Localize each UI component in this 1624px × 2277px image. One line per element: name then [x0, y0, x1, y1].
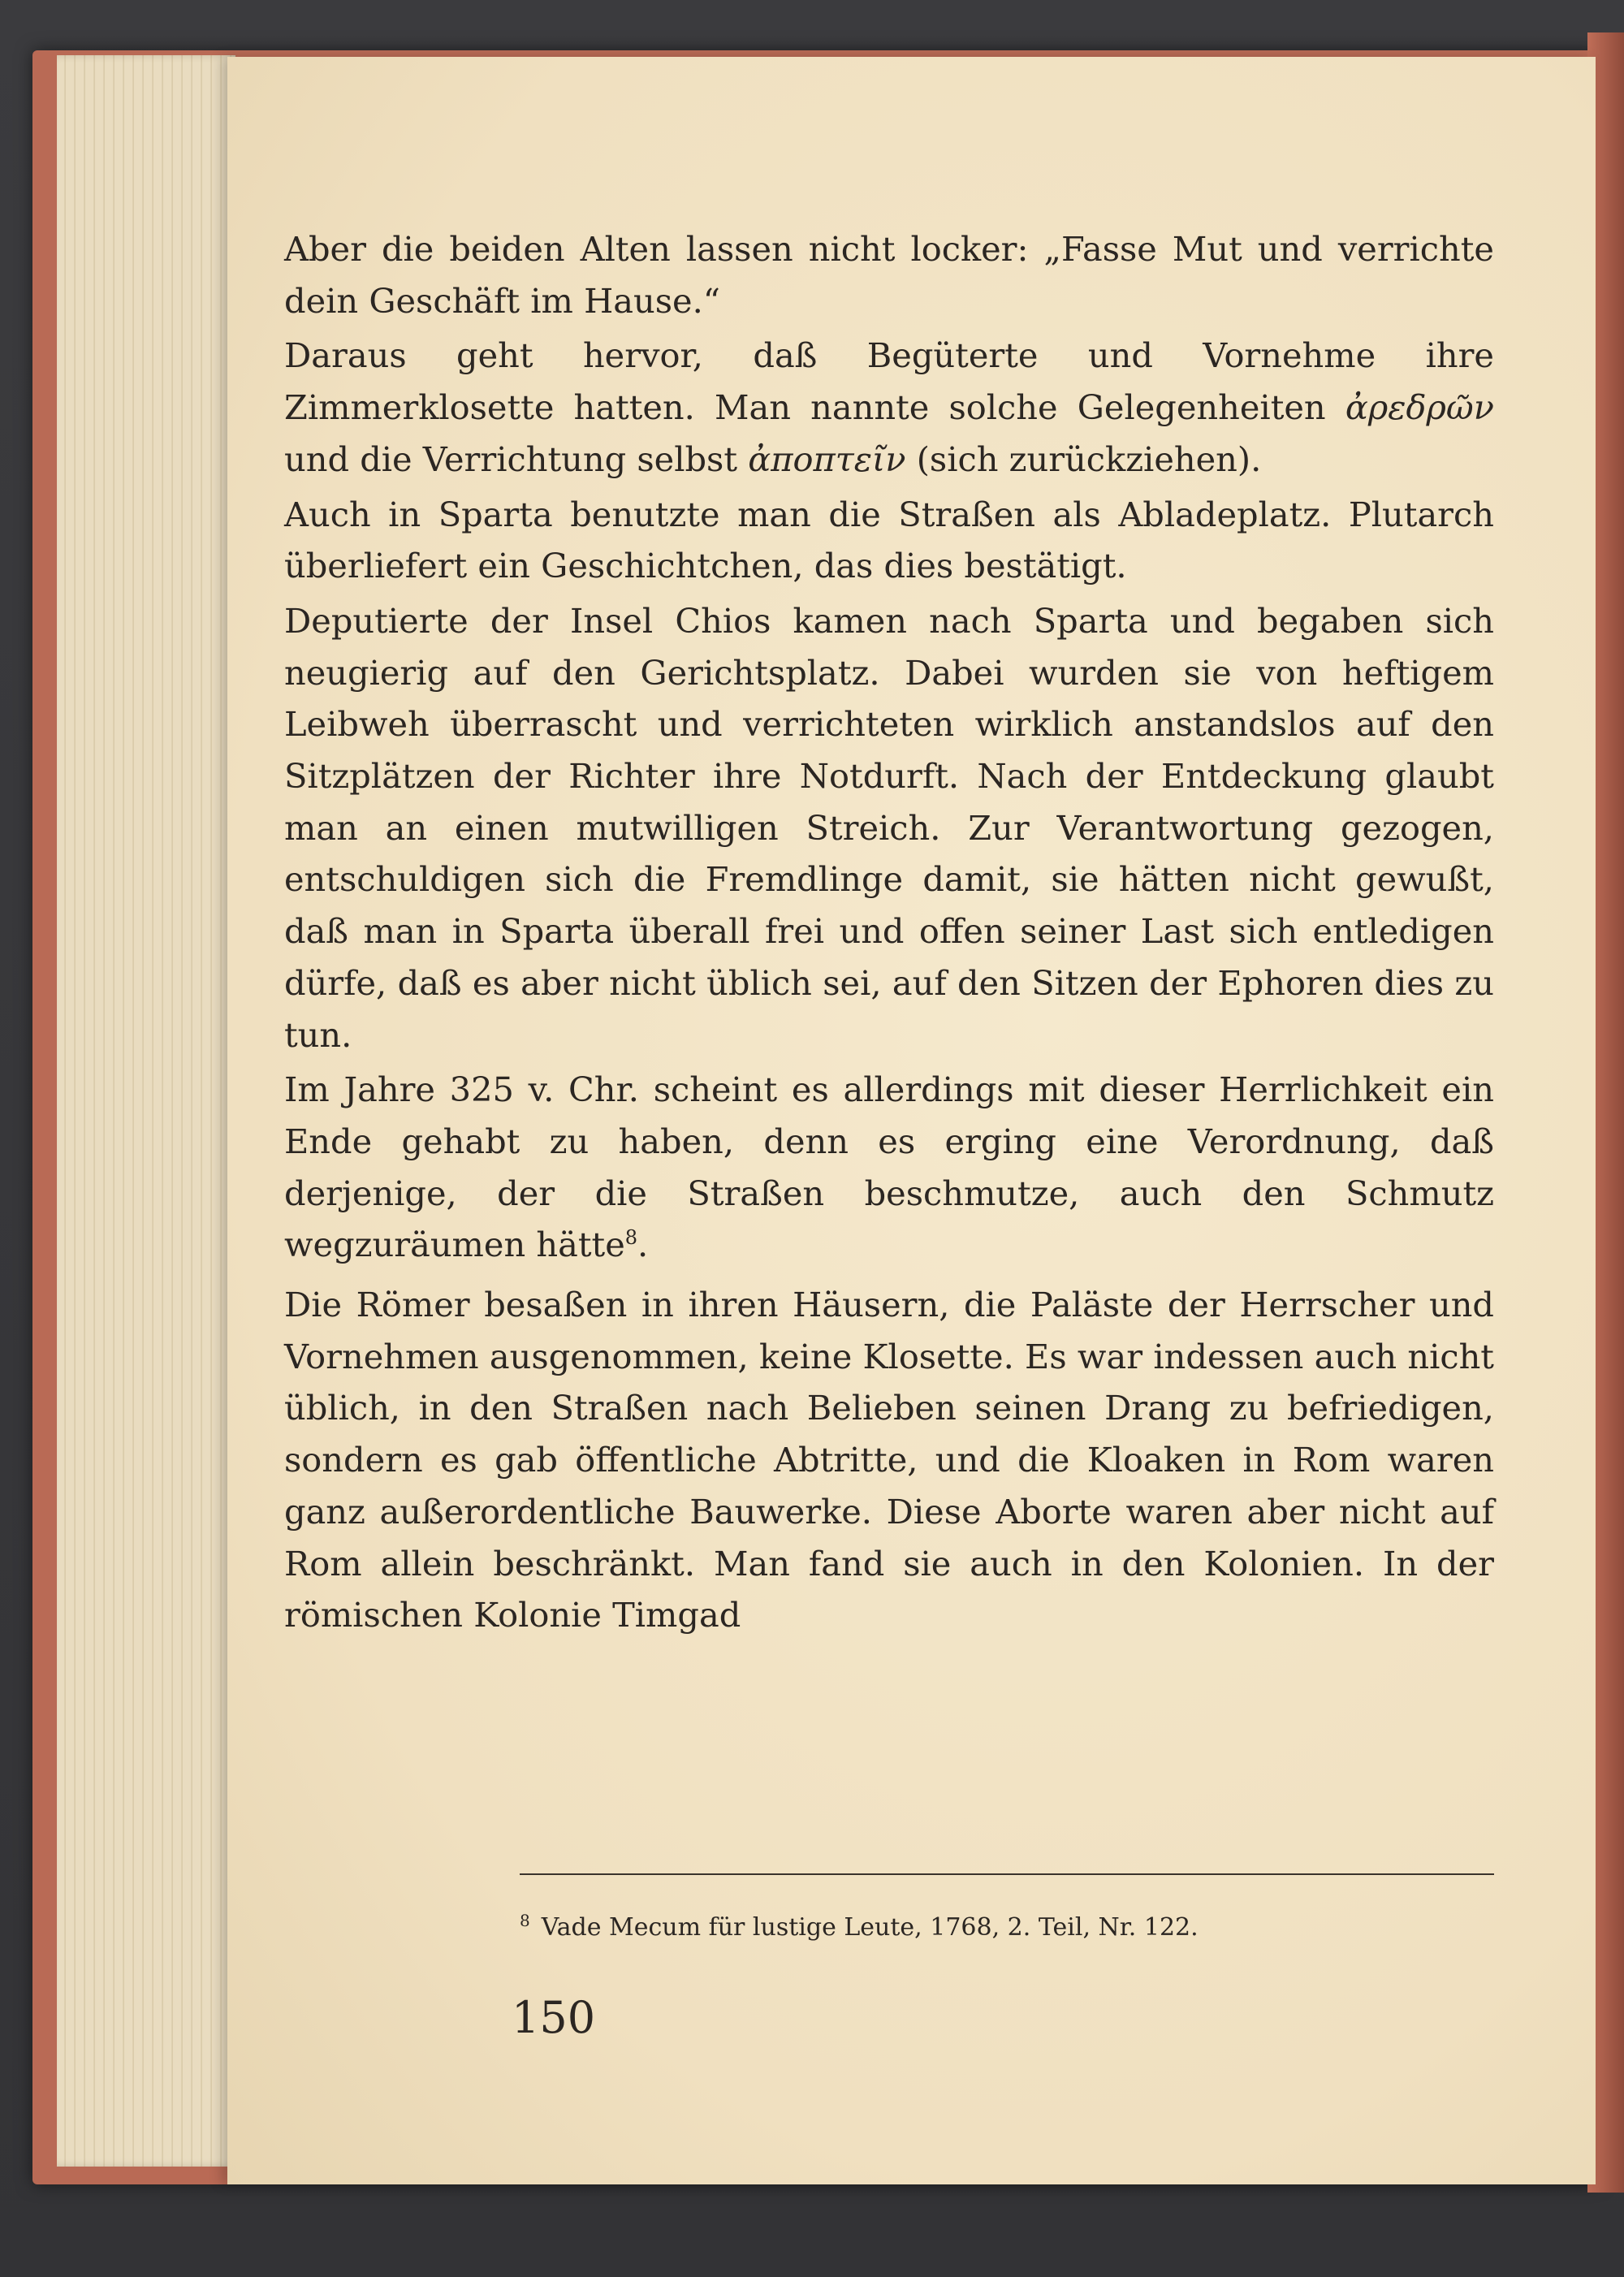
paragraph-text: Daraus geht hervor, daß Begüterte und Vornehme ihre Zimmerklosette hatten. Man nannte solche Gelegenheiten	[284, 335, 1494, 428]
footnote-mark: 8	[520, 1911, 530, 1930]
paragraph: Deputierte der Insel Chios kamen nach Sparta und begaben sich neugierig auf den Gerichtsplatz. Dabei wurden sie von heftigem Leibweh überrascht und verrichteten wirklich anstandslos auf den Sitzplätzen der Richter ihre Notdurft. Nach der Entdeckung glaubt man an einen mutwilligen Streich. Zur Verantwortung gezogen, entschuldigen sich die Fremdlinge damit, sie hätten nicht gewußt, daß man in Sparta überall frei und offen seiner Last sich entledigen dürfe, daß es aber nicht üblich sei, auf den Sitzen der Ephoren dies zu tun.	[284, 600, 1494, 1055]
footnote-reference: 8	[624, 1226, 638, 1250]
paragraph: Im Jahre 325 v. Chr. scheint es allerdings mit dieser Herrlichkeit ein Ende gehabt zu haben, denn es erging eine Verordnung, daß derjenige, der die Straßen beschmutze, auch den Schmutz wegzuräumen hätte$^8$.	[284, 1069, 1494, 1265]
paragraph	[284, 330, 1494, 485]
body-text	[284, 223, 1494, 1644]
footnote-text: Vade Mecum für lustige Leute, 1768, 2. Teil, Nr. 122.	[541, 1913, 1199, 1942]
greek-term: ἀποπτεῖν	[748, 439, 906, 479]
paragraph-text: (sich zurückziehen).	[916, 439, 1262, 479]
footnote-divider	[520, 1873, 1494, 1875]
page-number: 150	[512, 1992, 596, 2043]
page-edges	[57, 55, 235, 2167]
paragraph-text: Im Jahre 325 v. Chr. scheint es allerdings mit dieser Herrlichkeit ein Ende gehabt zu haben, denn es erging eine Verordnung, daß derjenige, der die Straßen beschmutze, auch den Schmutz wegzuräumen hätte	[284, 1069, 1494, 1265]
greek-term: ἀρεδρῶν	[1345, 387, 1494, 428]
footnote	[520, 1904, 1494, 1944]
paragraph: Aber die beiden Alten lassen nicht locker: „Fasse Mut und verrichte dein Geschäft im Hause.“	[284, 229, 1494, 321]
paragraph-text: und die Verrichtung selbst	[284, 439, 738, 479]
paragraph: Auch in Sparta benutzte man die Straßen als Abladeplatz. Plutarch überliefert ein Geschichtchen, das dies bestätigt.	[284, 494, 1494, 586]
paragraph: Die Römer besaßen in ihren Häusern, die Paläste der Herrscher und Vornehmen ausgenommen, keine Klosette. Es war indessen auch nicht üblich, in den Straßen nach Belieben seinen Drang zu befriedigen, sondern es gab öffentliche Abtritte, und die Kloaken in Rom waren ganz außerordentliche Bauwerke. Diese Aborte waren aber nicht auf Rom allein beschränkt. Man fand sie auch in den Kolonien. In der römischen Kolonie Timgad	[284, 1285, 1494, 1635]
